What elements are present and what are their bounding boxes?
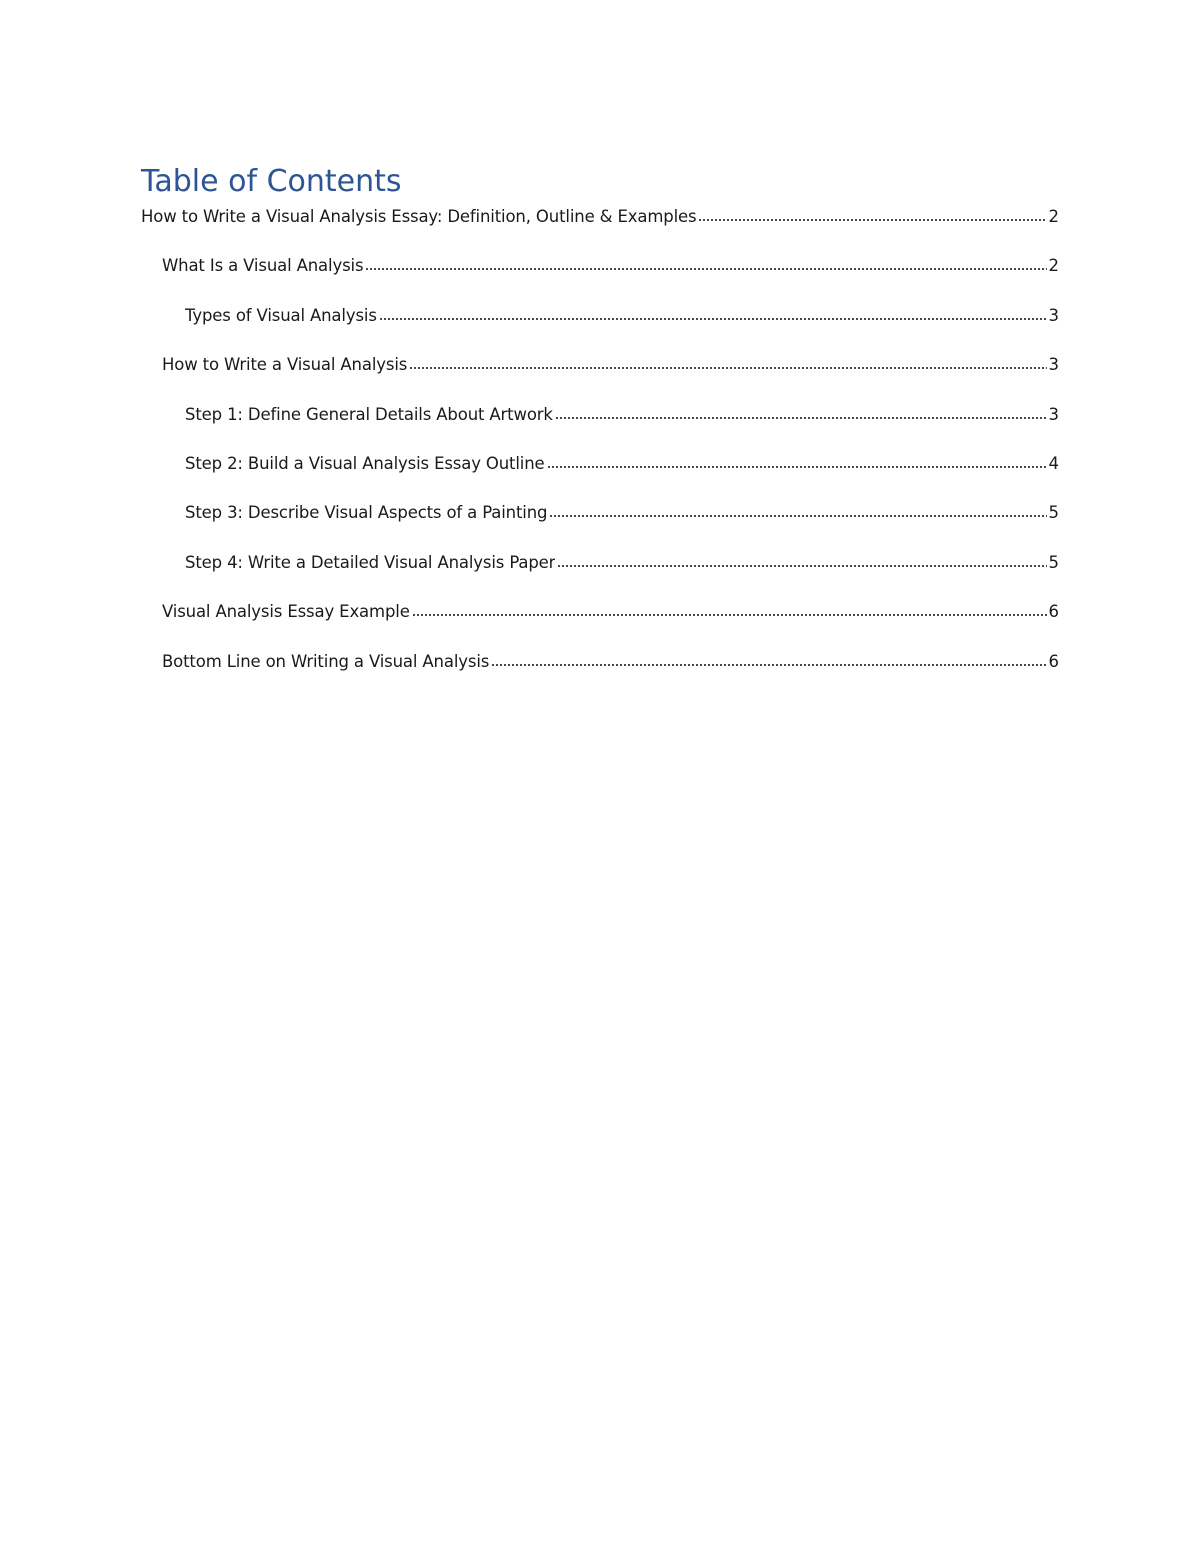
toc-list (141, 204, 1059, 675)
toc-entry-what-is-visual-analysis[interactable] (141, 253, 1059, 279)
toc-entry-step-1[interactable] (141, 402, 1059, 428)
toc-entry-step-2[interactable] (141, 451, 1059, 477)
toc-page-number: 2 (1048, 256, 1059, 276)
toc-entry-text: Step 3: Describe Visual Aspects of a Painting (185, 503, 548, 523)
toc-entry-text: How to Write a Visual Analysis (162, 355, 408, 375)
toc-dot-leader (365, 265, 1046, 273)
toc-entry-types-of-visual-analysis[interactable] (141, 303, 1059, 329)
toc-dot-leader (491, 661, 1046, 669)
toc-entry-step-4[interactable] (141, 550, 1059, 576)
toc-entry-text: Step 2: Build a Visual Analysis Essay Outline (185, 453, 545, 473)
toc-entry-text: How to Write a Visual Analysis Essay: Definition, Outline & Examples (141, 207, 697, 226)
toc-page-number: 3 (1048, 355, 1059, 375)
toc-dot-leader (409, 364, 1046, 372)
toc-page-number: 6 (1048, 651, 1059, 671)
toc-dot-leader (379, 315, 1047, 323)
toc-entry-bottom-line[interactable] (141, 649, 1059, 675)
toc-entry-how-to-write-visual-analysis-essay[interactable] (141, 204, 1059, 230)
toc-page-number: 6 (1048, 602, 1059, 622)
toc-entry-text: Types of Visual Analysis (185, 305, 377, 325)
toc-page-number: 3 (1048, 305, 1059, 325)
toc-page-number: 4 (1048, 453, 1059, 473)
toc-title: Table of Contents (141, 164, 402, 199)
toc-dot-leader (698, 216, 1046, 224)
toc-page-number: 3 (1048, 404, 1059, 424)
toc-entry-step-3[interactable] (141, 500, 1059, 526)
toc-entry-text: Visual Analysis Essay Example (162, 602, 410, 622)
toc-dot-leader (557, 562, 1046, 570)
toc-entry-text: Step 1: Define General Details About Artwork (185, 404, 553, 424)
toc-entry-how-to-write-visual-analysis[interactable] (141, 352, 1059, 378)
toc-dot-leader (412, 611, 1047, 619)
toc-page-number: 5 (1048, 503, 1059, 523)
toc-entry-text: Step 4: Write a Detailed Visual Analysis Paper (185, 552, 556, 572)
toc-entry-text: Bottom Line on Writing a Visual Analysis (162, 651, 490, 671)
toc-dot-leader (555, 414, 1047, 422)
toc-page-number: 2 (1048, 207, 1059, 226)
toc-entry-visual-analysis-essay-example[interactable] (141, 599, 1059, 625)
toc-dot-leader (549, 512, 1046, 520)
toc-entry-text: What Is a Visual Analysis (162, 256, 364, 276)
toc-page-number: 5 (1048, 552, 1059, 572)
toc-dot-leader (547, 463, 1047, 471)
